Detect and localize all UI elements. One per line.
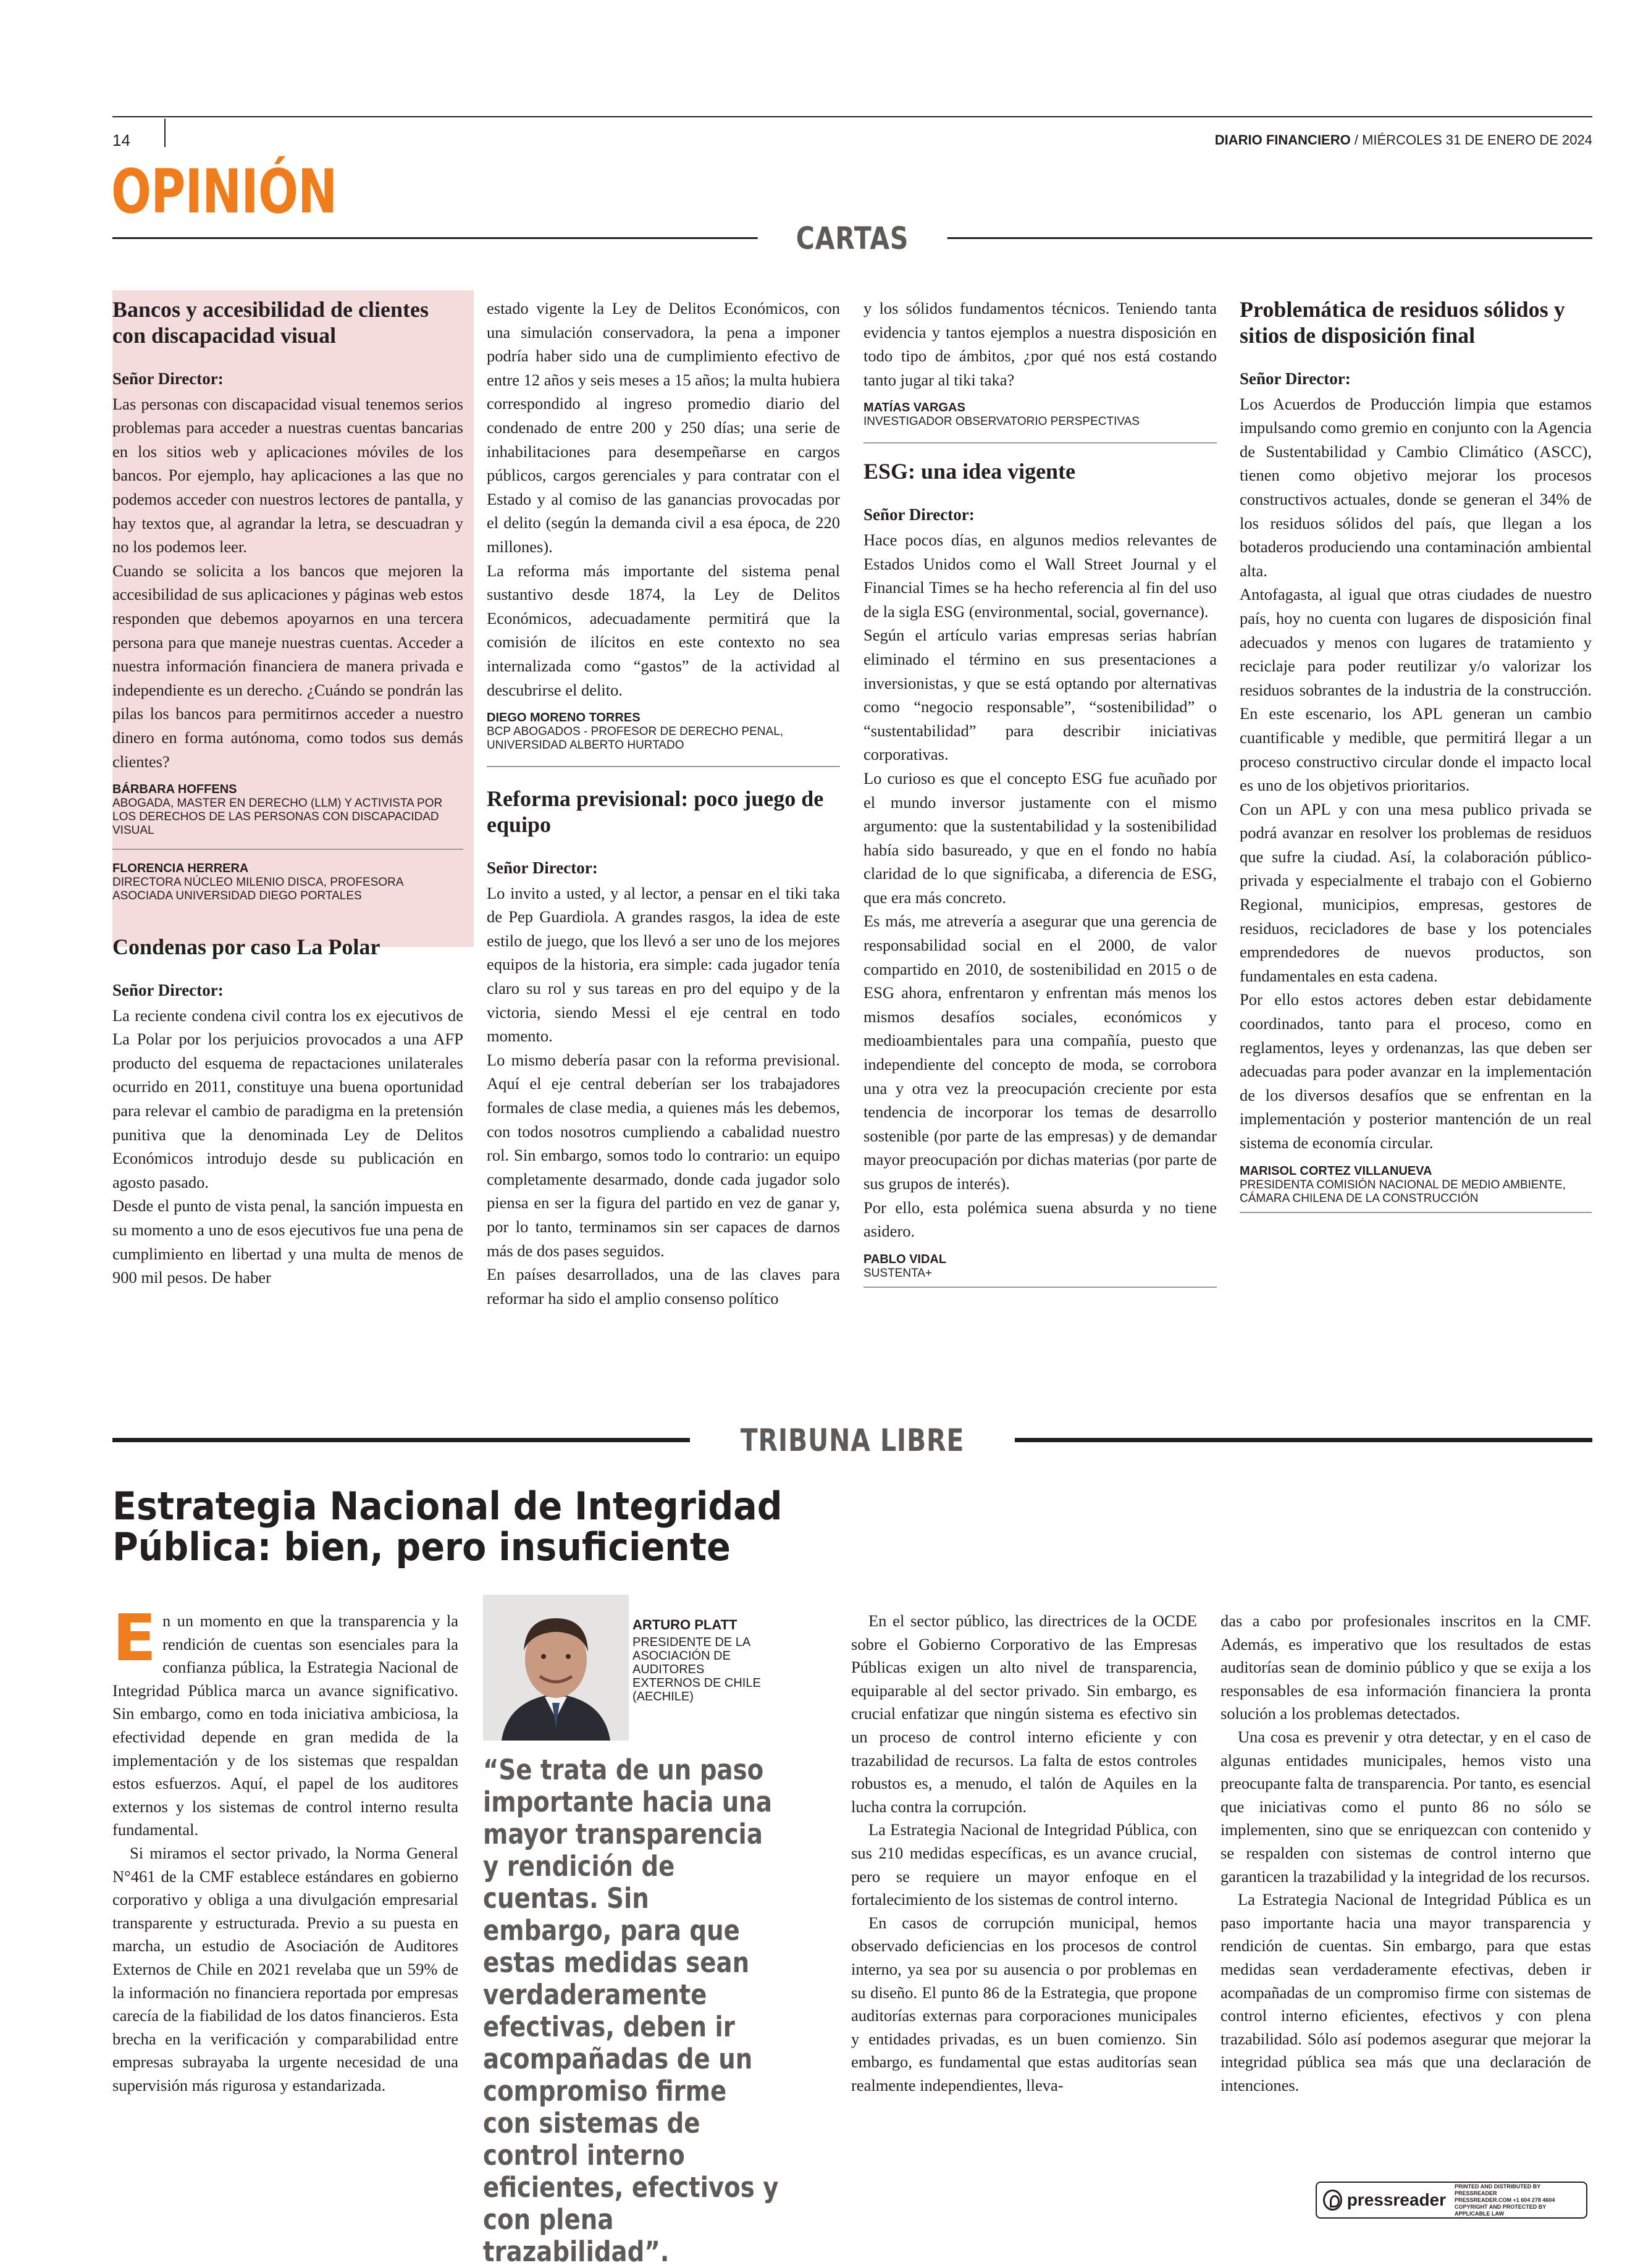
signature-name: MARISOL CORTEZ VILLANUEVA xyxy=(1240,1164,1432,1178)
signature-name: BÁRBARA HOFFENS xyxy=(112,783,237,797)
letter-paragraph: Según el artículo varias empresas serias habrían eliminado el término en sus presentaciones a inversionistas, y que se está optando por alternativas como “negocio responsable”, “sostenibilidad” o “sustentabilidad” para describir iniciativas corporativas. xyxy=(863,626,1217,764)
cartas-header xyxy=(112,220,1592,257)
page-number: 14 xyxy=(112,131,130,149)
letter-title: Reforma previsional: poco juego de equipo xyxy=(487,786,824,838)
cartas-column-1 xyxy=(112,296,463,1290)
article-paragraph: das a cabo por profesionales inscritos en la CMF. Además, es imperativo que los resultados de estas auditorías sean de dominio público y que se exija a los responsables de esa información financiera la pronta solución a los problemas detectados. xyxy=(1220,1611,1591,1723)
page-number-divider xyxy=(164,119,166,147)
letter-title: Problemática de residuos sólidos y sitios de disposición final xyxy=(1240,297,1565,348)
letter-paragraph: Hace pocos días, en algunos medios relevantes de Estados Unidos como el Wall Street Journal y el Financial Times se ha hecho referencia al fin del uso de la sigla ESG (environmental, social, governance). xyxy=(863,530,1217,621)
publication-name: DIARIO FINANCIERO xyxy=(1214,132,1351,148)
letter-salutation: Señor Director: xyxy=(112,981,224,1000)
article-paragraph: Si miramos el sector privado, la Norma General N°461 de la CMF establece estándares en gobierno corporativo y obliga a una divulgación empresarial transparente y estructurada. Previo a su puesta en marcha, un estudio de Asociación de Auditores Externos de Chile en 2021 revelaba que un 59% de la información no financiera reportada por empresas carecía de la fiabilidad de los datos financieros. Esta brecha en la verificación y comparabilidad entre empresas subrayaba la urgente necesidad de una supervisión más rigurosa y estandarizada. xyxy=(112,1843,458,2094)
signature-name: MATÍAS VARGAS xyxy=(863,401,965,415)
article-column-3 xyxy=(851,1610,1197,2097)
article-paragraph: En el sector público, las directrices de la OCDE sobre el Gobierno Corporativo de las Empresas Públicas exigen un alto nivel de transparencia, equiparable al del sector privado. Sin embargo, es crucial enfatizar que ningún sistema es efectivo sin un proceso de control interno eficiente y con trazabilidad de recursos. La falta de estos controles robustos es, a menudo, el talón de Aquiles en la lucha contra la corrupción. xyxy=(851,1611,1197,1816)
letter-paragraph: Es más, me atrevería a asegurar que una gerencia de responsabilidad social en el 2000, de valor compartido en 2010, de sostenibilidad en 2015 o de ESG ahora, enfrentaron y enfrentan más menos los mismos desafíos sociales, económicos y medioambientales para una compañía, puesto que independiente del concepto de moda, se corrobora una y otra vez la preocupación creciente por esta tendencia de incorporar los temas de desarrollo sostenible (por parte de las empresas) y de demandar mayor preocupación por dichas materias (por parte de sus grupos de interés). xyxy=(863,912,1217,1193)
masthead xyxy=(1215,132,1592,148)
letter-paragraph: En países desarrollados, una de las claves para reformar ha sido el amplio consenso político xyxy=(487,1265,840,1308)
letter-salutation: Señor Director: xyxy=(1240,369,1351,388)
letter-salutation: Señor Director: xyxy=(487,859,598,878)
issue-date: / MIÉRCOLES 31 DE ENERO DE 2024 xyxy=(1350,132,1592,148)
cartas-label: CARTAS xyxy=(758,221,947,256)
letter-title: ESG: una idea vigente xyxy=(863,459,1076,484)
cartas-column-4 xyxy=(1240,296,1592,1213)
letter-title: Bancos y accesibilidad de clientes con discapacidad visual xyxy=(112,297,429,348)
signature-name: PABLO VIDAL xyxy=(863,1252,947,1266)
author-byline xyxy=(632,1617,775,1703)
drop-cap: E xyxy=(112,1600,157,1676)
letter-paragraph: estado vigente la Ley de Delitos Económicos, con una simulación conservadora, la pena a imponer podría haber sido una de cumplimiento efectivo de entre 12 años y seis meses a 15 años; la multa hubiera correspondido al ingreso promedio diario del condenado de entre 200 y 250 días; una serie de inhabilitaciones para desempeñarse en cargos públicos, cargos gerenciales y para contratar con el Estado y al comiso de las ganancias provocadas por el delito (según la demanda civil a esa época, de 220 millones). xyxy=(487,299,840,556)
divider xyxy=(863,442,1217,443)
letter-paragraph: Por ello estos actores deben estar debidamente coordinados, tanto para el proceso, como en reglamentos, leyes y ordenanzas, las que deben ser adecuadas para poder avanzar en la implementación de los diversos desafíos que se enfrentan en la implementación y posterior mantención de un real sistema de economía circular. xyxy=(1240,990,1592,1152)
letter-salutation: Señor Director: xyxy=(112,369,224,388)
letter-paragraph: Con un APL y con una mesa publico privada se podrá avanzar en resolver los problemas de residuos que sufre la ciudad. Así, la colaboración público-privada y especialmente el trabajo con el Gobierno Regional, municipios, empresas, gestores de residuos, recicladores de base y los potenciales emprendedores de nuevos productos, son fundamentales en esta cadena. xyxy=(1240,799,1592,985)
divider xyxy=(487,766,840,767)
signature-role: SUSTENTA+ xyxy=(863,1266,933,1280)
letter-paragraph: Desde el punto de vista penal, la sanción impuesta en su momento a uno de esos ejecutivos fue una pena de cumplimiento en libertad y una multa de menos de 900 mil pesos. De haber xyxy=(112,1196,463,1287)
signature-role: PRESIDENTA COMISIÓN NACIONAL DE MEDIO AMBIENTE, CÁMARA CHILENA DE LA CONSTRUCCIÓN xyxy=(1240,1178,1566,1205)
tribuna-label: TRIBUNA LIBRE xyxy=(690,1423,1015,1458)
letter-paragraph: Por ello, esta polémica suena absurda y no tiene asidero. xyxy=(863,1198,1217,1241)
author-portrait-icon xyxy=(483,1595,629,1741)
divider xyxy=(112,849,463,850)
letter-paragraph: Las personas con discapacidad visual tenemos serios problemas para acceder a nuestras cuentas bancarias en los sitios web y aplicaciones móviles de los bancos. Por ejemplo, hay aplicaciones a las que no podemos acceder con nuestros lectores de pantalla, y hay textos que, al agrandar la letra, se descuadran y no los podemos leer. xyxy=(112,394,463,556)
letter-paragraph: Lo invito a usted, y al lector, a pensar en el tiki taka de Pep Guardiola. A grandes rasgos, la idea de este estilo de juego, que los llevó a ser uno de los mejores equipos de la historia, era simple: cada jugador tenía claro su rol y sus tareas en pro del equipo y de la victoria, siendo Messi el eje central en todo momento. xyxy=(487,883,840,1046)
letter-paragraph: Lo mismo debería pasar con la reforma previsional. Aquí el eje central deberían ser los trabajadores formales de clase media, a quienes más les debemos, con todos nosotros cumpliendo a cabalidad nuestro rol. Sin embargo, somos todo lo contrario: un equipo completamente desarmado, donde cada jugador solo piensa en ser la figura del partido en vez de ganar y, por lo tanto, terminamos sin ser capaces de darnos más de dos pases seguidos. xyxy=(487,1050,840,1260)
footer-line: COPYRIGHT AND PROTECTED BY APPLICABLE LAW xyxy=(1455,2203,1547,2217)
pressreader-badge[interactable] xyxy=(1316,2182,1587,2219)
cartas-column-2 xyxy=(487,296,840,1310)
article-paragraph: La Estrategia Nacional de Integridad Pública, con sus 210 medidas específicas, es un avance crucial, pero se requiere un mayor enfoque en el fortalecimiento de los sistemas de control interno. xyxy=(851,1820,1197,1909)
top-rule xyxy=(112,116,1592,117)
letter-paragraph: La reciente condena civil contra los ex ejecutivos de La Polar por los perjuicios provocados a una AFP producto del esquema de repactaciones unilaterales ocurrido en 2011, constituye una buena oportunidad para relevar el cambio de paradigma en la pretensión punitiva que la denominada Ley de Delitos Económicos introdujo desde su publicación en agosto pasado. xyxy=(112,1006,463,1191)
article-column-4 xyxy=(1220,1610,1591,2097)
footer-line: PRESSREADER.COM +1 604 278 4604 xyxy=(1455,2196,1555,2203)
letter-title: Condenas por caso La Polar xyxy=(112,934,380,960)
letter-paragraph: Antofagasta, al igual que otras ciudades de nuestro país, hoy no cuenta con lugares de disposición final adecuados y menos con lugares de tratamiento y reciclaje para poder reutilizar y/o valorizar los residuos sobrantes de la industria de la construcción. En este escenario, los APL generan un cambio cuantificable y medible, que permitirá llegar a un proceso constructivo circular donde el impacto local es uno de los objetivos prioritarios. xyxy=(1240,585,1592,795)
signature-role: BCP ABOGADOS - PROFESOR DE DERECHO PENAL, UNIVERSIDAD ALBERTO HURTADO xyxy=(487,725,784,752)
letter-salutation: Señor Director: xyxy=(863,505,975,524)
pressreader-wordmark: pressreader xyxy=(1346,2190,1447,2209)
footer-line: PRINTED AND DISTRIBUTED BY PRESSREADER xyxy=(1455,2183,1541,2196)
pressreader-logo-icon xyxy=(1323,2190,1342,2211)
section-title: OPINIÓN xyxy=(111,157,337,227)
article-paragraph: En un momento en que la transparencia y la rendición de cuentas son esenciales para la confianza pública, la Estrategia Nacional de Integridad Pública marca un avance significativo. Sin embargo, como en toda iniciativa ambiciosa, la efectividad depende en gran medida de la implementación y de los sistemas que respaldan estos esfuerzos. Aquí, el papel de los auditores externos y los sistemas de control interno resulta fundamental. xyxy=(112,1600,458,1839)
letter-paragraph: Cuando se solicita a los bancos que mejoren la accesibilidad de sus aplicaciones y páginas web estos responden que debemos apoyarnos en una tercera persona para que maneje nuestras cuentas. Acceder a nuestra información financiera de manera privada e independiente es un derecho. ¿Cuándo se pondrán las pilas los bancos para permitirnos acceder a nuestro dinero en forma autónoma, como todos sus demás clientes? xyxy=(112,561,463,771)
pull-quote: “Se trata de un paso importante hacia una mayor transparencia y rendición de cuentas. Sin embargo, para que estas medidas sean verdaderamente efectivas, deben ir acompañadas de un compromiso firme con sistemas de control interno eficientes, efectivos y con plena trazabilidad”. xyxy=(483,1754,779,2268)
author-avatar xyxy=(483,1595,629,1741)
signature-role: INVESTIGADOR OBSERVATORIO PERSPECTIVAS xyxy=(863,415,1140,429)
signature-name: FLORENCIA HERRERA xyxy=(112,862,249,876)
signature-role: ABOGADA, MASTER EN DERECHO (LLM) Y ACTIVISTA POR LOS DERECHOS DE LAS PERSONAS CON DISCAPACIDAD VISUAL xyxy=(112,797,443,838)
letter-paragraph: La reforma más importante del sistema penal sustantivo desde 1874, la Ley de Delitos Económicos, adecuadamente permitirá que la comisión de ilícitos en este contexto no sea internalizada como “gastos” de la actividad al descubrirse el delito. xyxy=(487,561,840,699)
divider xyxy=(1240,1212,1592,1213)
article-column-1 xyxy=(112,1600,458,2097)
letter-paragraph: y los sólidos fundamentos técnicos. Teniendo tanta evidencia y tantos ejemplos a nuestra disposición en todo tipo de ámbitos, ¿por qué nos está costando tanto jugar al tiki taka? xyxy=(863,299,1217,389)
signature-name: DIEGO MORENO TORRES xyxy=(487,711,641,725)
cartas-column-3 xyxy=(863,296,1217,1288)
article-paragraph: La Estrategia Nacional de Integridad Pública es un paso importante hacia una mayor transparencia y rendición de cuentas. Sin embargo, para que estas medidas sean verdaderamente efectivas, deben ir acompañadas de un compromiso firme con sistemas de control interno eficientes, efectivos y con plena trazabilidad. Sólo así podemos asegurar que mejorar la integridad pública sea más que una declaración de intenciones. xyxy=(1220,1890,1591,2094)
author-name: ARTURO PLATT xyxy=(632,1617,737,1632)
article-headline: Estrategia Nacional de Integridad Pública: bien, pero insuficiente xyxy=(112,1484,783,1569)
article-paragraph: Una cosa es prevenir y otra detectar, y en el caso de algunas entidades municipales, hemos visto una preocupante falta de transparencia. Por tanto, es esencial que iniciativas como el punto 86 no sólo se implementen, sino que se enriquezcan con contenido y se respalden con sistemas de control interno que garanticen la trazabilidad y la integridad de los recursos. xyxy=(1220,1727,1591,1886)
author-role: PRESIDENTE DE LA ASOCIACIÓN DE AUDITORES EXTERNOS DE CHILE (AECHILE) xyxy=(632,1636,761,1703)
tribuna-header xyxy=(112,1422,1592,1459)
letter-paragraph: Lo curioso es que el concepto ESG fue acuñado por el mundo inversor justamente con el mismo argumento: que la sustentabilidad y la sostenibilidad había sido basureado, y que en el fondo no había claridad de lo que significaba, a diferencia de ESG, que era más concreto. xyxy=(863,768,1217,907)
signature-role: DIRECTORA NÚCLEO MILENIO DISCA, PROFESORA ASOCIADA UNIVERSIDAD DIEGO PORTALES xyxy=(112,876,403,903)
letter-paragraph: Los Acuerdos de Producción limpia que estamos impulsando como gremio en conjunto con la Agencia de Sustentabilidad y Cambio Climático (ASCC), tienen como objetivo mejorar los procesos constructivos actuales, donde se generan el 34% de los residuos sólidos del país, que llegan a los botaderos produciendo una contaminación ambiental alta. xyxy=(1240,394,1592,580)
article-paragraph: En casos de corrupción municipal, hemos observado deficiencias en los procesos de control interno, ya sea por su ausencia o por problemas en su diseño. El punto 86 de la Estrategia, que propone auditorías externas para corporaciones municipales y entidades privadas, es un buen comienzo. Sin embargo, es fundamental que estas auditorías sean realmente independientes, lleva- xyxy=(851,1913,1197,2094)
divider xyxy=(863,1287,1217,1288)
